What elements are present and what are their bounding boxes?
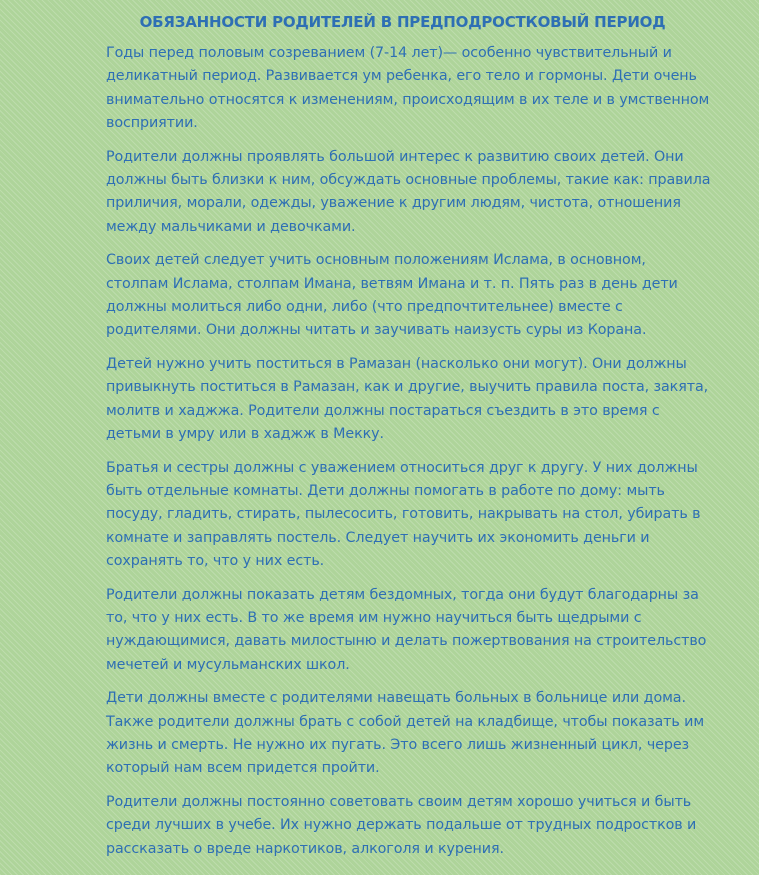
paragraph: Родители должны проявлять большой интерес к развитию своих детей. Они должны быть близки к ним, обсуждать основные проблемы, такие как: правила приличия, морали, одежды, уважение к другим людям, чистота, отношения между мальчиками и девочками. [106,148,711,235]
paragraph: Братья и сестры должны с уважением относиться друг к другу. У них должны быть отдельные комнаты. Дети должны помогать в работе по дому: мыть посуду, гладить, стирать, пылесосить, готовить, накрывать на стол, убирать в комнате и заправлять постель. Следует научить их экономить деньги и сохранять то, что у них есть. [106,459,701,570]
paragraph: Детей нужно учить поститься в Рамазан (насколько они могут). Они должны привыкнуть поститься в Рамазан, как и другие, выучить правила поста, закята, молитв и хаджжа. Родители должны постараться съездить в это время с детьми в умру или в хаджж в Мекку. [106,355,709,443]
paragraph: Своих детей следует учить основным положениям Ислама, в основном, столпам Ислама, столпам Имана, ветвям Имана и т. п. Пять раз в день дети должны молиться либо одни, либо (что предпочтительнее) вместе с родителями. Они должны читать и заучивать наизусть суры из Корана. [106,252,678,339]
paragraph: Годы перед половым созреванием (7-14 лет)— особенно чувствительный и деликатный период. Развивается ум ребенка, его тело и гормоны. Дети очень внимательно относятся к изменениям, происходящим в их теле и в умственном восприятии. [106,45,710,132]
paragraph: Дети должны вместе с родителями навещать больных в больнице или дома. Также родители должны брать с собой детей на кладбище, чтобы показать им жизнь и смерть. Не нужно их пугать. Это всего лишь жизненный цикл, через который нам всем придется пройти. [106,690,705,777]
paragraph: Родители должны показать детям бездомных, тогда они будут благодарны за то, что у них есть. В то же время им нужно научиться быть щедрыми с нуждающимися, давать милостыню и делать пожертвования на строительство мечетей и мусульманских школ. [106,586,707,673]
document-title: ОБЯЗАННОСТИ РОДИТЕЛЕЙ В ПРЕДПОДРОСТКОВЫЙ ПЕРИОД [139,13,666,31]
paragraph: Родители должны постоянно советовать своим детям хорошо учиться и быть среди лучших в учебе. Их нужно держать подальше от трудных подростков и рассказать о вреде наркотиков, алкоголя и курения. [106,793,697,857]
